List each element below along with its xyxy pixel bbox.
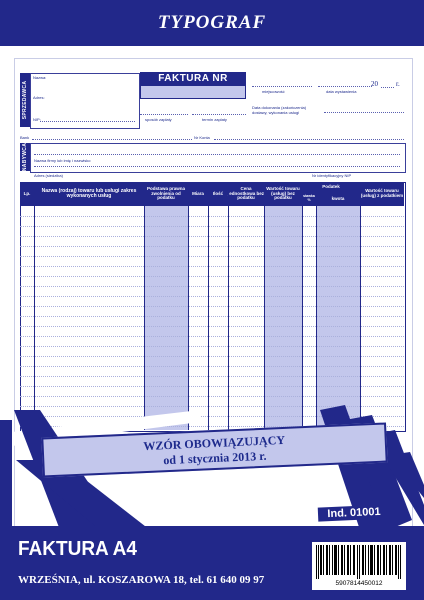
header-net-value: Wartość towaru (usług) bez podatku: [266, 185, 300, 201]
table-row[interactable]: [20, 286, 404, 287]
footer-title: FAKTURA A4: [18, 538, 137, 560]
table-row[interactable]: [20, 336, 404, 337]
table-row[interactable]: [20, 256, 404, 257]
product-code: Ind. 01001: [318, 504, 391, 521]
banner-line-1: WZÓR OBOWIĄZUJĄCY: [143, 432, 286, 454]
table-row[interactable]: [20, 356, 404, 357]
table-row[interactable]: [20, 326, 404, 327]
bank-label: Bank: [20, 135, 30, 140]
header-tax: Podatek: [322, 183, 340, 189]
place-field[interactable]: [252, 86, 312, 87]
header-unit-price: Cena jednostkowa bez podatku: [228, 185, 265, 201]
seller-section-label: SPRZEDAWCA: [20, 73, 30, 127]
bank-field[interactable]: [32, 139, 192, 140]
table-row[interactable]: [20, 266, 404, 267]
place-label: miejscowość: [262, 89, 285, 94]
account-label: Nr Konta: [194, 135, 210, 140]
buyer-address-field[interactable]: [34, 166, 400, 167]
table-row[interactable]: [20, 246, 404, 247]
table-row[interactable]: [20, 346, 404, 347]
header-legal-basis: Podstawa prawna zwolnienia od podatku: [146, 185, 185, 201]
barcode-number: 5907814450012: [335, 580, 383, 587]
header-unit: Miara: [192, 190, 204, 196]
brand-logo: TYPOGRAF: [157, 12, 267, 33]
payment-due-label: termin zapłaty: [202, 117, 227, 122]
header-lp: Lp.: [23, 190, 31, 196]
buyer-name-field[interactable]: [34, 154, 400, 155]
year-prefix: 20: [371, 80, 378, 88]
header-tax-amount: kwota: [331, 195, 345, 201]
barcode-bars: [316, 545, 402, 579]
date-label: data wystawienia: [326, 89, 357, 94]
payment-method-label: sposób zapłaty: [145, 117, 172, 122]
table-row[interactable]: [20, 306, 404, 307]
table-row[interactable]: [20, 376, 404, 377]
buyer-nip-label: Nr identyfikacyjny NIP: [312, 173, 352, 178]
table-row[interactable]: [20, 296, 404, 297]
seller-nip-label: NIP:: [33, 117, 41, 122]
header-quantity: Ilość: [212, 190, 224, 196]
year-field[interactable]: [381, 87, 394, 88]
table-row[interactable]: [20, 216, 404, 217]
buyer-section-label: NABYWCA: [22, 142, 28, 172]
footer-address: WRZEŚNIA, ul. KOSZAROWA 18, tel. 61 640 09 97: [18, 574, 265, 586]
header-tax-rate: stawka %: [303, 194, 315, 202]
invoice-title: FAKTURA NR: [140, 72, 246, 85]
year-suffix: r.: [396, 80, 400, 88]
payment-method-field[interactable]: [140, 114, 188, 115]
table-row[interactable]: [20, 276, 404, 277]
table-row[interactable]: [20, 316, 404, 317]
invoice-number-field[interactable]: [140, 85, 246, 99]
table-row[interactable]: [20, 226, 404, 227]
barcode: [312, 542, 406, 590]
table-row[interactable]: [20, 366, 404, 367]
completion-date-field[interactable]: [324, 112, 404, 113]
buyer-address-label: Adres (siedziba): [34, 173, 63, 178]
seller-address-label: Adres:: [33, 95, 45, 100]
header-gross-value: Wartość towaru (usług) z podatkiem: [360, 188, 404, 198]
table-row[interactable]: [20, 236, 404, 237]
header-item-name: Nazwa (rodzaj) towaru lub usługi zakres wykonanych usług: [41, 187, 137, 199]
completion-date-label: Data dokonania (zakończenia) dostawy, wykonania usługi: [252, 105, 307, 115]
banner-line-2: od 1 stycznia 2013 r.: [162, 448, 267, 468]
account-field[interactable]: [214, 139, 404, 140]
date-field[interactable]: [318, 86, 372, 87]
seller-nip-field[interactable]: [40, 121, 135, 122]
buyer-name-label: Nazwa firmy lub imię i nazwisko: [34, 158, 91, 163]
seller-name-label: Nazwa:: [33, 75, 47, 80]
payment-due-field[interactable]: [192, 114, 246, 115]
